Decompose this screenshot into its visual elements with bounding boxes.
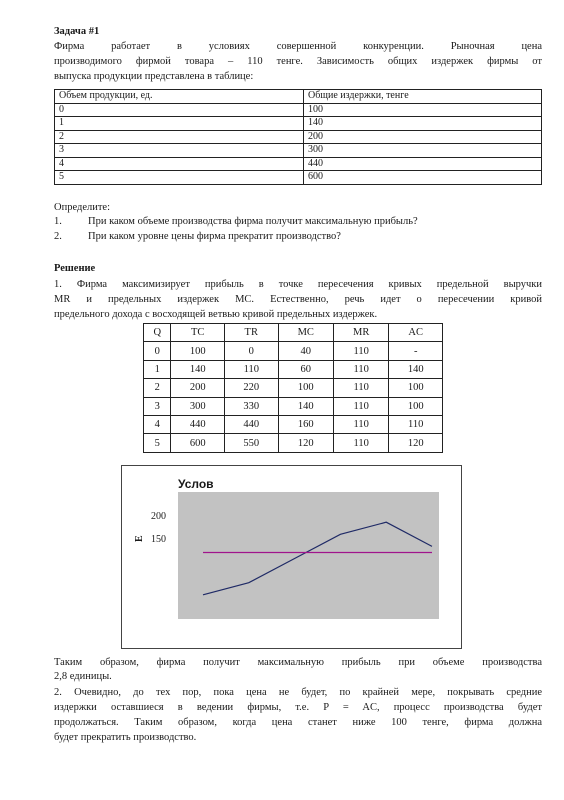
table-cell: 1	[55, 117, 304, 131]
table-cell: 0	[144, 342, 171, 360]
conclusion-line: Таким образом, фирма получит максимальную прибыль при объеме производства	[54, 657, 542, 668]
table-cell: 1	[144, 360, 171, 378]
table-cell: 140	[304, 117, 542, 131]
table-cell: 160	[278, 415, 333, 433]
y-tick-label: 150	[151, 534, 166, 545]
table-cell: 200	[171, 379, 225, 397]
question-text: При каком уровне цены фирма прекратит производство?	[88, 231, 341, 242]
table-cell: 140	[278, 397, 333, 415]
table-cell: 300	[171, 397, 225, 415]
table-cell: 110	[333, 434, 388, 452]
table-header-cell: MC	[278, 324, 333, 342]
table-cell: 3	[55, 144, 304, 158]
table-cell: 100	[278, 379, 333, 397]
table-cell: 110	[333, 360, 388, 378]
table-header-cell: AC	[389, 324, 443, 342]
solution-line: 1. Фирма максимизирует прибыль в точке пересечения кривых предельной выручки	[54, 279, 542, 290]
table-cell: 2	[55, 130, 304, 144]
table-cell: 120	[278, 434, 333, 452]
table-header-cell: Q	[144, 324, 171, 342]
table-cell: 200	[304, 130, 542, 144]
table-cell: 100	[389, 379, 443, 397]
table-cell: 220	[225, 379, 279, 397]
y-axis-label: E	[134, 535, 145, 542]
table-cell: 110	[333, 342, 388, 360]
questions-intro: Определите:	[54, 202, 111, 213]
table-cell: -	[389, 342, 443, 360]
task-title: Задача #1	[54, 26, 100, 37]
table-cell: 5	[144, 434, 171, 452]
table-cell: 100	[171, 342, 225, 360]
table-cell: 60	[278, 360, 333, 378]
table-cell: 110	[225, 360, 279, 378]
table-cell: 110	[333, 415, 388, 433]
table-cell: 600	[171, 434, 225, 452]
table-cell: 600	[304, 171, 542, 185]
solution-line: MR и предельных издержек MC. Естественно, речь идет о пересечении кривой	[54, 294, 542, 305]
table-cell: 140	[171, 360, 225, 378]
table-header-cell: Объем продукции, ед.	[55, 90, 304, 104]
table-header-cell: MR	[333, 324, 388, 342]
table-cell: 100	[304, 103, 542, 117]
table-cell: 100	[389, 397, 443, 415]
conclusion-line: продолжаться. Таким образом, когда цена станет ниже 100 тенге, фирма должна	[54, 717, 542, 728]
table-cell: 120	[389, 434, 443, 452]
table-cell: 110	[333, 397, 388, 415]
task-line: производимого фирмой товара – 110 тенге. Зависимость общих издержек фирмы от	[54, 56, 542, 67]
series-line-mc	[203, 522, 432, 595]
table-cell: 40	[278, 342, 333, 360]
chart-title: Услов	[178, 477, 214, 491]
task-line: выпуска продукции представлена в таблице:	[54, 71, 254, 82]
table-header-cell: Общие издержки, тенге	[304, 90, 542, 104]
table-cell: 0	[225, 342, 279, 360]
table-cell: 4	[55, 157, 304, 171]
task-line: Фирма работает в условиях совершенной конкуренции. Рыночная цена	[54, 41, 542, 52]
solution-line: предельного дохода с восходящей ветвью кривой предельных издержек.	[54, 309, 378, 320]
conclusion-line: будет прекратить производство.	[54, 732, 197, 743]
table-cell: 330	[225, 397, 279, 415]
table-header-cell: TC	[171, 324, 225, 342]
table-cell: 550	[225, 434, 279, 452]
table-cell: 3	[144, 397, 171, 415]
solution-title: Решение	[54, 263, 96, 274]
question-text: При каком объеме производства фирма получит максимальную прибыль?	[88, 216, 418, 227]
question-number: 2.	[54, 231, 62, 242]
conclusion-line: 2,8 единицы.	[54, 671, 112, 682]
table-header-cell: TR	[225, 324, 279, 342]
table-cell: 440	[225, 415, 279, 433]
table-cell: 300	[304, 144, 542, 158]
y-tick-label: 200	[151, 511, 166, 522]
table-cell: 440	[304, 157, 542, 171]
question-number: 1.	[54, 216, 62, 227]
table-cell: 110	[333, 379, 388, 397]
table-cell: 5	[55, 171, 304, 185]
conclusion-line: 2. Очевидно, до тех пор, пока цена не будет, по крайней мере, покрывать средние	[54, 687, 542, 698]
table-cell: 440	[171, 415, 225, 433]
table-cell: 140	[389, 360, 443, 378]
table-cell: 110	[389, 415, 443, 433]
table-cell: 0	[55, 103, 304, 117]
conclusion-line: издержки оставшиеся в ведении фирмы, т.е. P = AC, процесс производства будет	[54, 702, 542, 713]
table-cell: 2	[144, 379, 171, 397]
table-cell: 4	[144, 415, 171, 433]
